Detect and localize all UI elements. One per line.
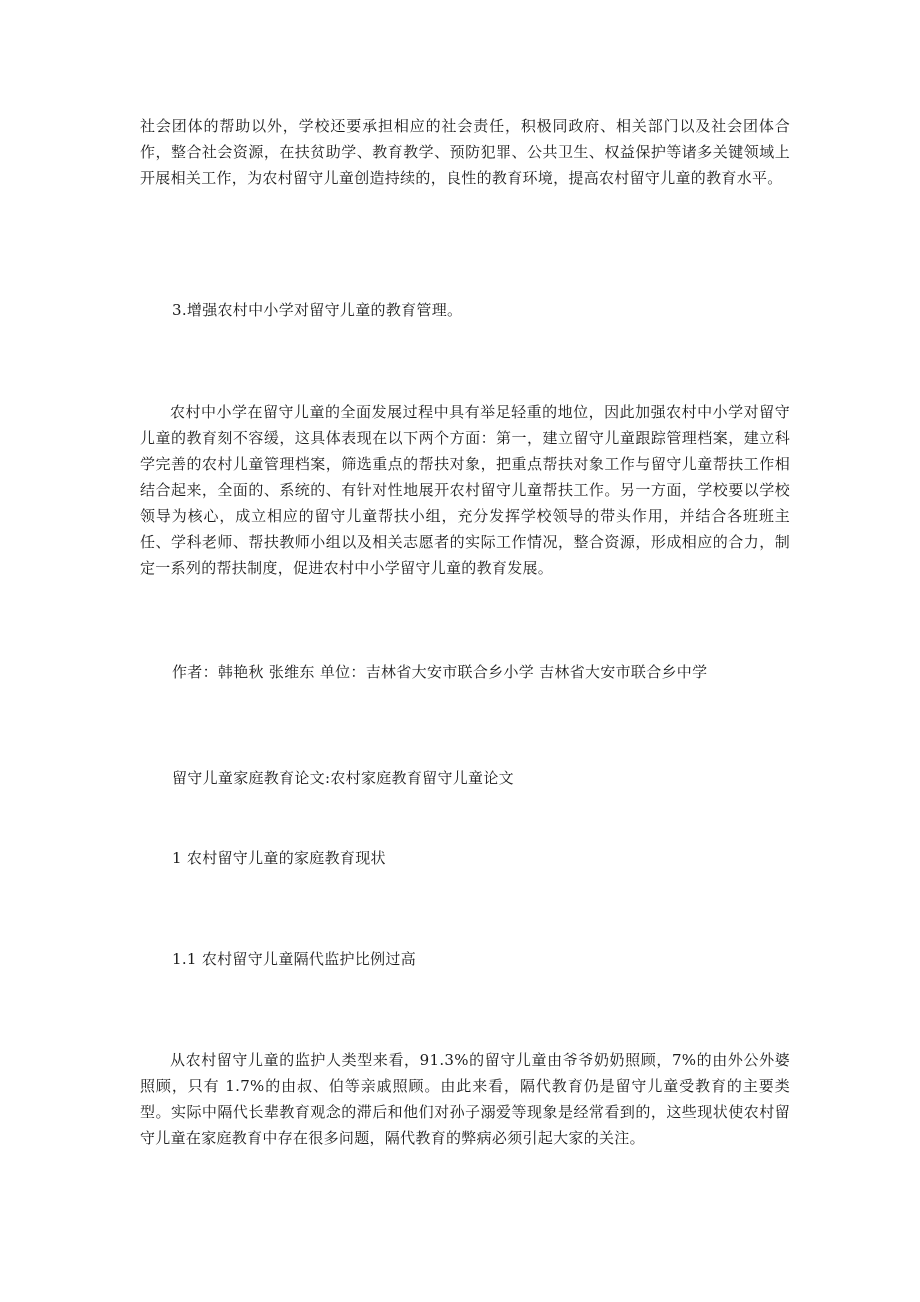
subsection-heading-1-1: 1.1 农村留守儿童隔代监护比例过高 (172, 950, 417, 968)
author-line: 作者：韩艳秋 张维东 单位：吉林省大安市联合乡小学 吉林省大安市联合乡中学 (172, 663, 708, 681)
paragraph-social-groups: 社会团体的帮助以外，学校还要承担相应的社会责任，积极同政府、相关部门以及社会团体合作，整合社会资源，在扶贫助学、教育教学、预防犯罪、公共卫生、权益保护等诸多关键领域上开展相关工作，为农村留守儿童创造持续的，良性的教育环境，提高农村留守儿童的教育水平。 (140, 117, 790, 187)
paragraph-guardian-types: 从农村留守儿童的监护人类型来看，91.3%的留守儿童由爷爷奶奶照顾，7%的由外公外婆照顾，只有 1.7%的由叔、伯等亲戚照顾。由此来看，隔代教育仍是留守儿童受教育的主要类型。实际中隔代长辈教育观念的滞后和他们对孙子溺爱等现象是经常看到的，这些现状使农村留守儿童在家庭教育中存在很多问题，隔代教育的弊病必须引起大家的关注。 (140, 1051, 790, 1147)
section-heading-3: 3.增强农村中小学对留守儿童的教育管理。 (172, 301, 463, 319)
article-title: 留守儿童家庭教育论文:农村家庭教育留守儿童论文 (172, 769, 514, 787)
paragraph-school-management: 农村中小学在留守儿童的全面发展过程中具有举足轻重的地位，因此加强农村中小学对留守儿童的教育刻不容缓，这具体表现在以下两个方面：第一，建立留守儿童跟踪管理档案，建立科学完善的农村儿童管理档案，筛选重点的帮扶对象，把重点帮扶对象工作与留守儿童帮扶工作相结合起来，全面的、系统的、有针对性地展开农村留守儿童帮扶工作。另一方面，学校要以学校领导为核心，成立相应的留守儿童帮扶小组，充分发挥学校领导的带头作用，并结合各班班主任、学科老师、帮扶教师小组以及相关志愿者的实际工作情况，整合资源，形成相应的合力，制定一系列的帮扶制度，促进农村中小学留守儿童的教育发展。 (140, 403, 790, 577)
section-heading-1: 1 农村留守儿童的家庭教育现状 (172, 849, 386, 867)
